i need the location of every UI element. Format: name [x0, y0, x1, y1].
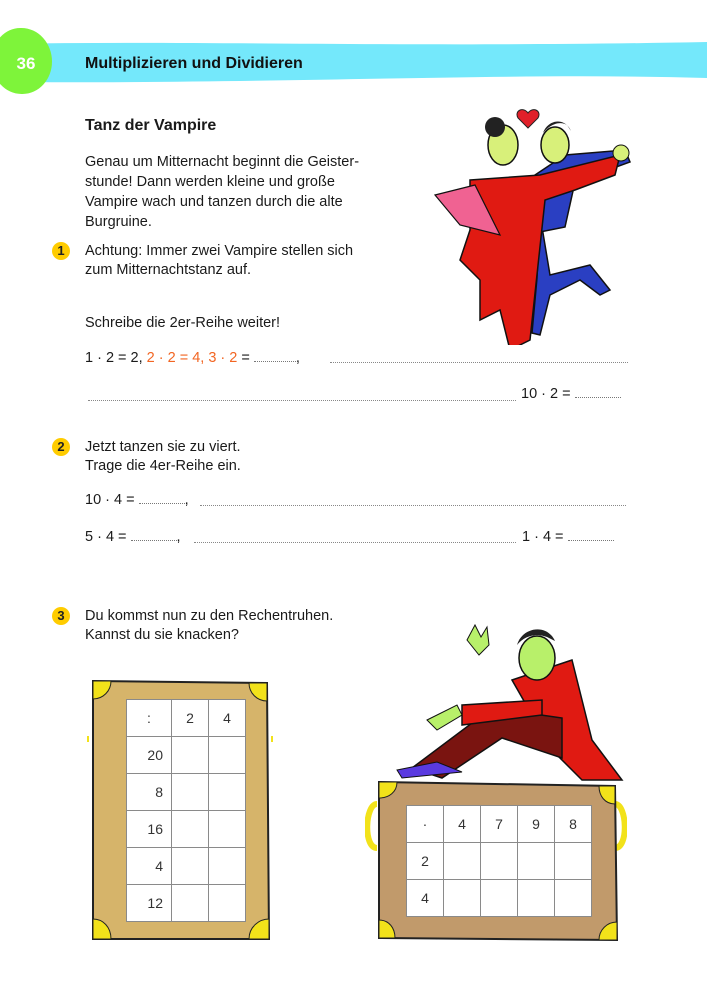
page-number: 36	[16, 54, 36, 73]
answer-line-row-2[interactable]	[88, 400, 516, 401]
task-number-badge-1: 1	[52, 242, 70, 260]
task-3-line-2: Kannst du sie knacken?	[85, 627, 239, 643]
task-2-line-1: Jetzt tanzen sie zu viert.	[85, 439, 241, 455]
chapter-title: Multiplizieren und Dividieren	[85, 55, 303, 72]
answer-blank-3x2[interactable]	[254, 349, 296, 362]
answer-cell[interactable]	[481, 843, 518, 880]
task-3-line-1: Du kommst nun zu den Rechentruhen.	[85, 608, 334, 624]
answer-cell[interactable]	[209, 885, 246, 922]
answer-line-row-1[interactable]	[330, 362, 628, 363]
column-header: 4	[209, 700, 246, 737]
answer-cell[interactable]	[209, 848, 246, 885]
operator-cell: :	[127, 700, 172, 737]
table-row	[407, 843, 592, 880]
answer-cell[interactable]	[172, 885, 209, 922]
row-header: 16	[127, 811, 172, 848]
answer-blank-10x4[interactable]	[139, 491, 185, 504]
row-header: 4	[127, 848, 172, 885]
answer-cell[interactable]	[518, 843, 555, 880]
task-number-badge-2: 2	[52, 438, 70, 456]
column-header: 2	[172, 700, 209, 737]
row-header: 12	[127, 885, 172, 922]
sitting-vampire-illustration	[392, 620, 637, 785]
task-1-text	[85, 242, 353, 280]
row-header: 4	[407, 880, 444, 917]
answer-cell[interactable]	[172, 848, 209, 885]
task-2-line-2: Trage die 4er-Reihe ein.	[85, 458, 241, 474]
table-row	[127, 848, 246, 885]
task-3-text	[85, 607, 333, 645]
task-2-row-2-end: 1 · 4 =	[522, 528, 614, 545]
row-header: 2	[407, 843, 444, 880]
answer-blank-5x4[interactable]	[131, 528, 177, 541]
table-header-row	[407, 806, 592, 843]
table-header-row	[127, 700, 246, 737]
answer-cell[interactable]	[172, 811, 209, 848]
task-1-line-2: zum Mitternachtstanz auf.	[85, 262, 252, 278]
row-header: 20	[127, 737, 172, 774]
column-header: 9	[518, 806, 555, 843]
row-1-example: 2 · 2 = 4, 3 · 2	[146, 350, 238, 366]
operator-cell: ·	[407, 806, 444, 843]
task-1-row-2-end: 10 · 2 =	[521, 385, 621, 402]
section-title: Tanz der Vampire	[85, 117, 217, 134]
division-table	[126, 699, 246, 922]
row-header: 8	[127, 774, 172, 811]
task-1-row-1: 1 · 2 = 2, 2 · 2 = 4, 3 · 2 = ,	[85, 350, 300, 366]
answer-cell[interactable]	[518, 880, 555, 917]
answer-cell[interactable]	[209, 774, 246, 811]
dancing-vampires-illustration	[425, 105, 645, 345]
answer-line-task-2-row-2[interactable]	[194, 542, 516, 543]
task-1-line-1: Achtung: Immer zwei Vampire stellen sich	[85, 243, 354, 259]
answer-cell[interactable]	[172, 737, 209, 774]
table-row	[127, 737, 246, 774]
answer-cell[interactable]	[172, 774, 209, 811]
task-1-instruction: Schreibe die 2er-Reihe weiter!	[85, 315, 281, 331]
column-header: 7	[481, 806, 518, 843]
answer-cell[interactable]	[481, 880, 518, 917]
table-row	[407, 880, 592, 917]
multiplication-table	[406, 805, 592, 917]
table-row	[127, 811, 246, 848]
answer-cell[interactable]	[209, 811, 246, 848]
table-row	[127, 885, 246, 922]
answer-line-task-2-row-1[interactable]	[200, 505, 626, 506]
answer-cell[interactable]	[555, 843, 592, 880]
column-header: 4	[444, 806, 481, 843]
task-2-row-1: 10 · 4 = ,	[85, 492, 189, 508]
answer-blank-1x4[interactable]	[568, 528, 614, 541]
section-intro: Genau um Mitternacht beginnt die Geister-stunde! Dann werden kleine und große Vampire wach und tanzen durch die alte Burgruine.	[85, 154, 360, 230]
row-1-equals: =	[241, 350, 250, 366]
answer-cell[interactable]	[209, 737, 246, 774]
row-1-prefix: 1 · 2 = 2,	[85, 350, 143, 366]
answer-cell[interactable]	[444, 880, 481, 917]
answer-cell[interactable]	[444, 843, 481, 880]
answer-cell[interactable]	[555, 880, 592, 917]
task-2-row-2: 5 · 4 = ,	[85, 529, 181, 545]
column-header: 8	[555, 806, 592, 843]
task-2-text	[85, 438, 241, 476]
task-number-badge-3: 3	[52, 607, 70, 625]
table-row	[127, 774, 246, 811]
answer-blank-10x2[interactable]	[575, 385, 621, 398]
